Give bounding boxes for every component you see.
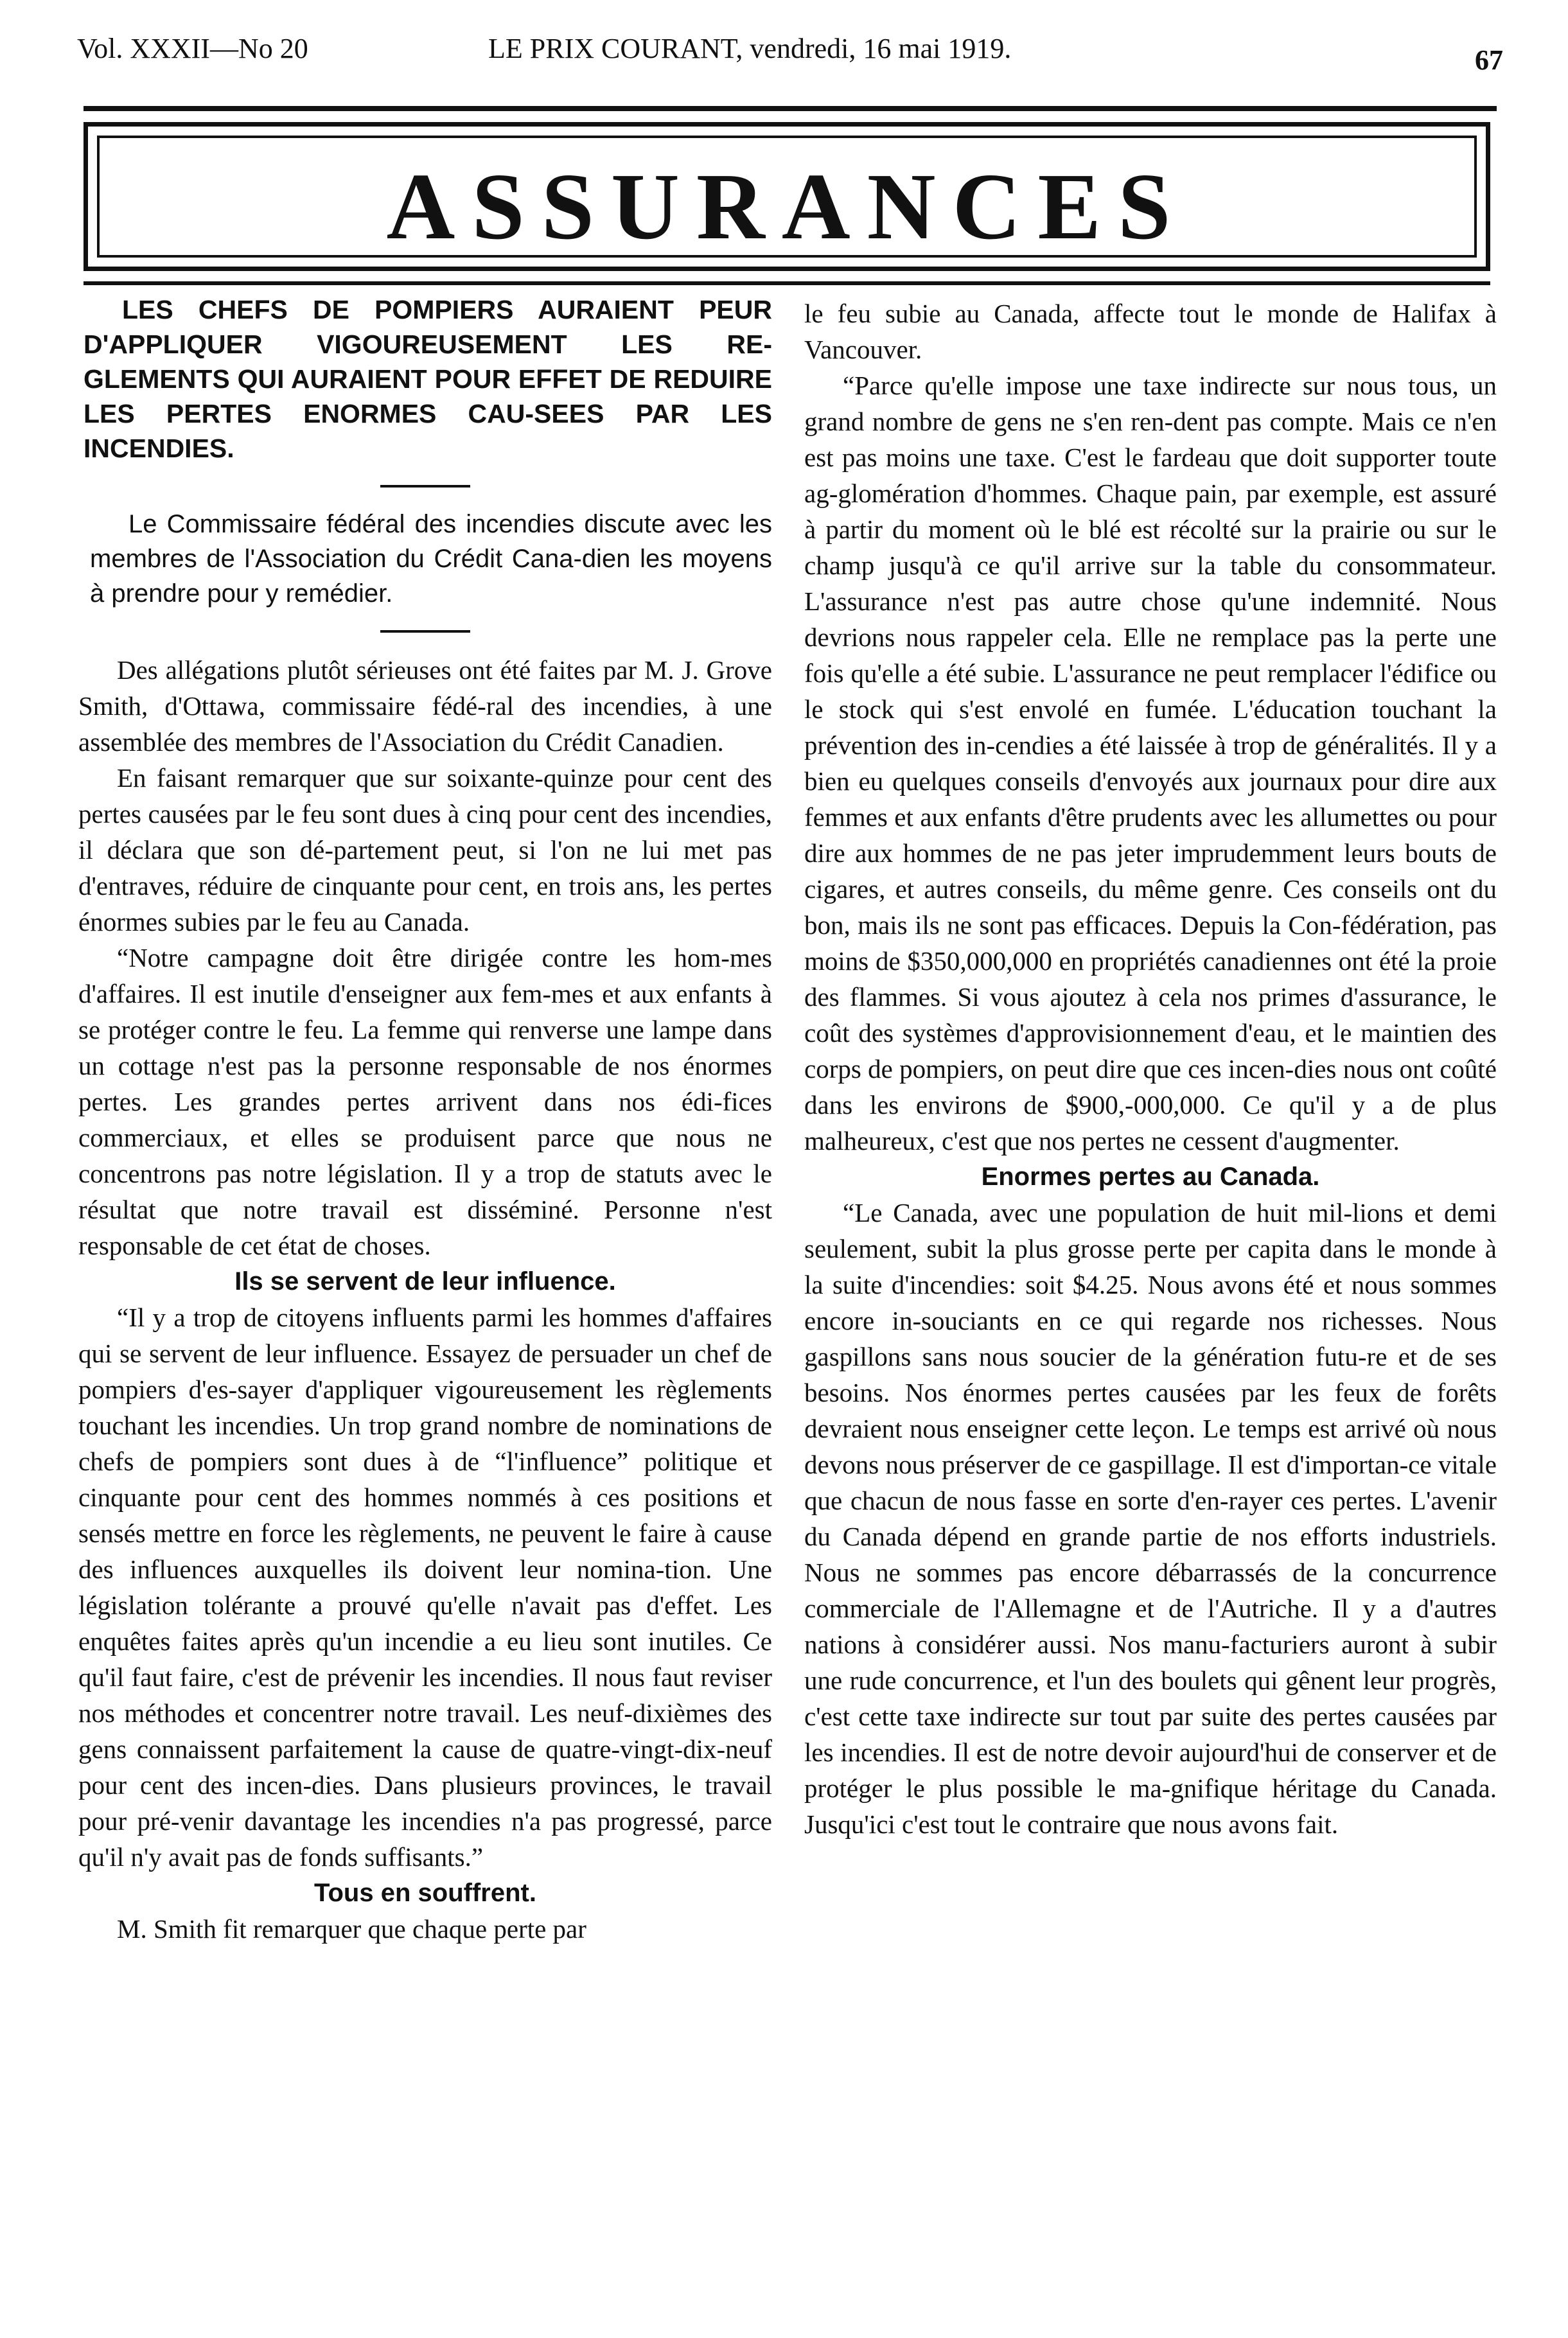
paragraph: Des allégations plutôt sérieuses ont été faites par M. J. Grove Smith, d'Ottawa, commissaire fédé-ral des incendies, à une assemblée des membres de l'Association du Crédit Canadien. [78, 655, 772, 757]
paragraph: “Parce qu'elle impose une taxe indirecte sur nous tous, un grand nombre de gens ne s'en ren-dent pas compte. Mais ce n'en est pas moins une taxe. C'est le fardeau que doit supporter toute ag-glomération d'hommes. Chaque pain, par exemple, est assuré à partir du moment où le blé est récolté sur la prairie ou sur le champ jusqu'à ce qu'il arrive sur la table du consommateur. L'assurance n'est pas autre chose qu'une indemnité. Nous devrions nous rappeler cela. Elle ne remplace pas la perte une fois qu'elle a été subie. L'assurance ne peut remplacer l'édifice ou le stock qui s'est envolé en fumée. L'éducation touchant la prévention des in-cendies a été laissée à trop de généralités. Il y a bien eu quelques conseils d'envoyés aux journaux pour dire aux femmes et aux enfants d'être prudents avec les allumettes ou pour dire aux hommes de ne pas jeter imprudemment leurs bouts de cigares, et autres conseils, du même genre. Ces conseils ont du bon, mais ils ne sont pas efficaces. Depuis la Con-fédération, pas moins de $350,000,000 en propriétés canadiennes ont été la proie des flammes. Si vous ajoutez à cela nos primes d'assurance, le coût des systèmes d'approvisionnement d'eau, et le maintien des corps de pompiers, on peut dire que ces incen-dies nous ont coûté dans les environs de $900,-000,000. Ce qu'il y a de plus malheureux, c'est que nos pertes ne cessent d'augmenter. [804, 371, 1497, 1156]
right-column [804, 295, 1497, 1842]
paragraph: “Le Canada, avec une population de huit mil-lions et demi seulement, subit la plus grosse perte per capita dans le monde à la suite d'incendies: soit $4.25. Nous avons été et nous sommes encore in-souciants en ce qui regarde nos richesses. Nous gaspillons sans nous soucier de la génération futu-re et de ses besoins. Nos énormes pertes causées par les feux de forêts devraient nous enseigner cette leçon. Le temps est arrivé où nous devons nous préserver de ce gaspillage. Il est d'importan-ce vitale que chacun de nous fasse en sorte d'en-rayer ces pertes. L'avenir du Canada dépend en grande partie de nos efforts industriels. Nous ne sommes pas encore débarrassés de la concurrence commerciale de l'Allemagne et de l'Autriche. Il y a d'autres nations à considérer aussi. Nos manu-facturiers auront à subir une rude concurrence, et l'un des boulets qui gênent leur progrès, c'est cette taxe indirecte sur tout par suite des pertes causées par les incendies. Il est de notre devoir aujourd'hui de conserver et de protéger le plus possible le ma-gnifique héritage du Canada. Jusqu'ici c'est tout le contraire que nous avons fait. [804, 1198, 1497, 1839]
subheadline-divider [380, 630, 470, 633]
left-column [78, 292, 772, 1947]
page-number: 67 [1475, 44, 1503, 76]
paragraph: M. Smith fit remarquer que chaque perte par [117, 1914, 586, 1944]
headline-divider [380, 485, 470, 488]
paragraph: “Il y a trop de citoyens influents parmi les hommes d'affaires qui se servent de leur influence. Essayez de persuader un chef de pompiers d'es-sayer d'appliquer vigoureusement les règlements touchant les incendies. Un trop grand nombre de nominations de chefs de pompiers sont dues à de “l'influence” politique et cinquante pour cent des hommes nommés à ces positions et sensés mettre en force les règlements, ne peuvent le faire à cause des influences auxquelles ils doivent leur nomina-tion. Une législation tolérante a prouvé qu'elle n'avait pas d'effet. Les enquêtes faites après qu'un incendie a eu lieu sont inutiles. Ce qu'il faut faire, c'est de prévenir les incendies. Il nous faut reviser nos méthodes et concentrer notre travail. Les neuf-dixièmes des gens connaissent parfaitement la cause de quatre-vingt-dix-neuf pour cent des incen-dies. Dans plusieurs provinces, le travail pour pré-venir davantage les incendies n'a pas progressé, parce qu'il n'y avait pas de fonds suffisants.” [78, 1303, 772, 1872]
section-heading-influence: Ils se servent de leur influence. [234, 1267, 616, 1296]
section-heading-souffrent: Tous en souffrent. [314, 1879, 536, 1907]
banner-underline [84, 281, 1490, 285]
section-heading-pertes: Enormes pertes au Canada. [981, 1163, 1320, 1191]
paragraph: “Notre campagne doit être dirigée contre les hom-mes d'affaires. Il est inutile d'enseigner aux fem-mes et aux enfants à se protéger contre le feu. La femme qui renverse une lampe dans un cottage n'est pas la personne responsable de nos énormes pertes. Les grandes pertes arrivent dans nos édi-fices commerciaux, et elles se produisent parce que nous ne concentrons pas notre législation. Il y a trop de statuts avec le résultat que notre travail est disséminé. Personne n'est responsable de cet état de choses. [78, 943, 772, 1260]
banner-title: ASSURANCES [386, 154, 1188, 259]
running-head [77, 26, 1503, 77]
article-headline: LES CHEFS DE POMPIERS AURAIENT PEUR D'APPLIQUER VIGOUREUSEMENT LES RE-GLEMENTS QUI AURAIENT POUR EFFET DE REDUIRE LES PERTES ENORMES CAU-SEES PAR LES INCENDIES. [84, 295, 772, 463]
article-subheadline: Le Commissaire fédéral des incendies discute avec les membres de l'Association du Crédit Cana-dien les moyens à prendre pour y remédier. [90, 510, 772, 608]
paragraph-continued: le feu subie au Canada, affecte tout le monde de Halifax à Vancouver. [804, 299, 1497, 364]
top-rule [84, 106, 1497, 111]
section-banner [84, 122, 1490, 271]
paragraph: En faisant remarquer que sur soixante-quinze pour cent des pertes causées par le feu sont dues à cinq pour cent des incendies, il déclara que son dé-partement peut, si l'on ne lui met pas d'entraves, réduire de cinquante pour cent, en trois ans, les pertes énormes subies par le feu au Canada. [78, 763, 772, 936]
publication-date: LE PRIX COURANT, vendredi, 16 mai 1919. [488, 33, 1012, 64]
volume-number: Vol. XXXII—No 20 [77, 33, 308, 64]
